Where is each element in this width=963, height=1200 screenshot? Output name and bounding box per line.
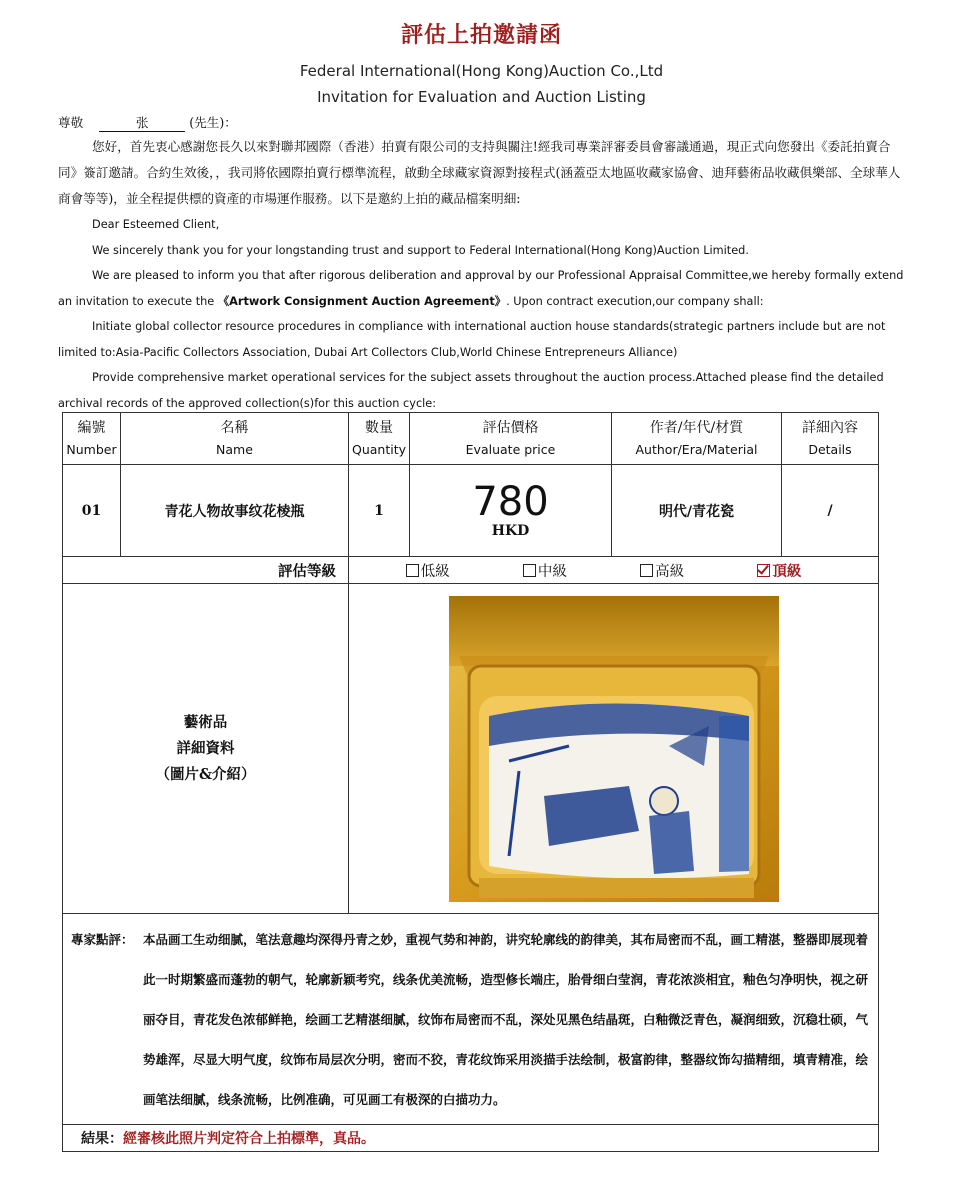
checked-checkbox-icon xyxy=(757,564,770,577)
header-details: 詳細內容 Details xyxy=(782,413,879,465)
document-title-cn: 評估上拍邀請函 xyxy=(400,22,562,48)
letter-body-cn: 您好，首先衷心感謝您長久以來對聯邦國際（香港）拍賣有限公司的支持與關注!經我司專業評審委員會審議通過，現正式向您發出《委託拍賣合同》簽訂邀請。合約生效後，，我司將依國際拍賣行標準流程，啟動全球藏家資源對接程式(涵蓋亞太地區收藏家協會、迪拜藝術品收藏俱樂部、全球華人商會等等)，並全程提供標的資產的市場運作服務。以下是邀約上拍的藏品檔案明細: xyxy=(58,139,901,206)
expert-comment-text: 本品画工生动细腻，笔法意趣均深得丹青之妙，重视气势和神韵，讲究轮廓线的韵律美，其布局密而不乱，画工精湛，整器即展现着此一时期繁盛而蓬勃的朝气，轮廓新颖考究，线条优美流畅，造型修长端庄，胎骨细白莹润，青花浓淡相宜，釉色匀净明快，视之研丽夺目，青花发色浓郁鲜艳，绘画工艺精湛细腻，纹饰布局密而不乱，深处见黑色结晶斑，白釉微泛青色，凝润细致，沉稳壮硕，气势雄浑，尽显大明气度，纹饰布局层次分明，密而不狡，青花纹饰采用淡描手法绘制，极富韵律，整器纹饰勾描精细，填青精准，绘画笔法细腻，线条流畅，比例准确，可见画工有极深的白描功力。 xyxy=(143,932,869,1107)
paragraph-invitation xyxy=(58,263,908,314)
item-price xyxy=(410,465,612,557)
document-subtitle-en: Invitation for Evaluation and Auction Listing xyxy=(317,88,646,106)
invitation-text: We are pleased to inform you that after rigorous deliberation and approval by our Professional Appraisal Committee,we hereby formally extend an invitation to execute the xyxy=(58,269,904,308)
item-name: 青花人物故事纹花棱瓶 xyxy=(121,465,349,557)
paragraph-thanks: We sincerely thank you for your longstanding trust and support to Federal International(Hong Kong)Auction Limited. xyxy=(92,243,749,257)
grade-option-low: 低級 xyxy=(406,560,450,581)
company-name-en: Federal International(Hong Kong)Auction Co.,Ltd xyxy=(299,62,664,80)
header-name: 名稱 Name xyxy=(121,413,349,465)
header-price: 評估價格 Evaluate price xyxy=(410,413,612,465)
greeting-suffix: (先生)： xyxy=(189,115,237,130)
greeting-prefix: 尊敬 xyxy=(58,115,84,130)
price-currency: HKD xyxy=(491,522,530,539)
checkbox-icon xyxy=(523,564,536,577)
invitation-tail: . Upon contract execution,our company shall: xyxy=(506,294,764,308)
table-header-row xyxy=(63,413,879,465)
grade-option-top: 頂級 xyxy=(757,560,801,581)
checkbox-icon xyxy=(640,564,653,577)
result-text: 經審核此照片判定符合上拍標準，真品。 xyxy=(123,1131,375,1147)
grade-option-mid: 中級 xyxy=(523,560,567,581)
expert-comment-label: 專家點評： xyxy=(71,932,134,947)
expert-comment xyxy=(63,914,879,1125)
item-author-era-material: 明代/青花瓷 xyxy=(612,465,782,557)
letter-body-en xyxy=(58,212,908,416)
result-cell xyxy=(63,1125,879,1152)
detail-row xyxy=(63,584,879,914)
item-details: / xyxy=(782,465,879,557)
paragraph-initiate: Initiate global collector resource procedures in compliance with international auction house standards(strategic partners include but are not limited to:Asia-Pacific Collectors Association, Dubai Art Collectors Club,World Chinese Entrepreneurs Alliance) xyxy=(58,320,886,359)
header-number: 編號 Number xyxy=(63,413,121,465)
checkbox-icon xyxy=(406,564,419,577)
grade-row xyxy=(63,557,879,584)
comment-row xyxy=(63,914,879,1125)
header-quantity: 數量 Quantity xyxy=(349,413,410,465)
price-value: 780 xyxy=(472,478,549,525)
grade-option-high: 高級 xyxy=(640,560,684,581)
artwork-photo xyxy=(449,596,779,902)
evaluation-table xyxy=(62,412,879,1152)
agreement-name: 《Artwork Consignment Auction Agreement》 xyxy=(217,294,507,308)
client-name: 张 xyxy=(99,115,185,132)
grade-options xyxy=(349,557,879,584)
result-label: 結果： xyxy=(81,1131,123,1147)
result-row xyxy=(63,1125,879,1152)
greeting-line xyxy=(58,110,908,136)
salutation: Dear Esteemed Client, xyxy=(92,218,220,231)
detail-label: 藝術品 詳細資料 （圖片&介紹） xyxy=(63,584,349,914)
header-author-era-material: 作者/年代/材質 Author/Era/Material xyxy=(612,413,782,465)
grade-label: 評估等級 xyxy=(63,557,349,584)
paragraph-provide: Provide comprehensive market operational services for the subject assets throughout the auction process.Attached please find the detailed archival records of the approved collection(s)for this auction cycle: xyxy=(58,371,884,410)
item-quantity: 1 xyxy=(349,465,410,557)
item-number: 01 xyxy=(63,465,121,557)
artwork-photo-cell xyxy=(349,584,879,914)
table-row xyxy=(63,465,879,557)
